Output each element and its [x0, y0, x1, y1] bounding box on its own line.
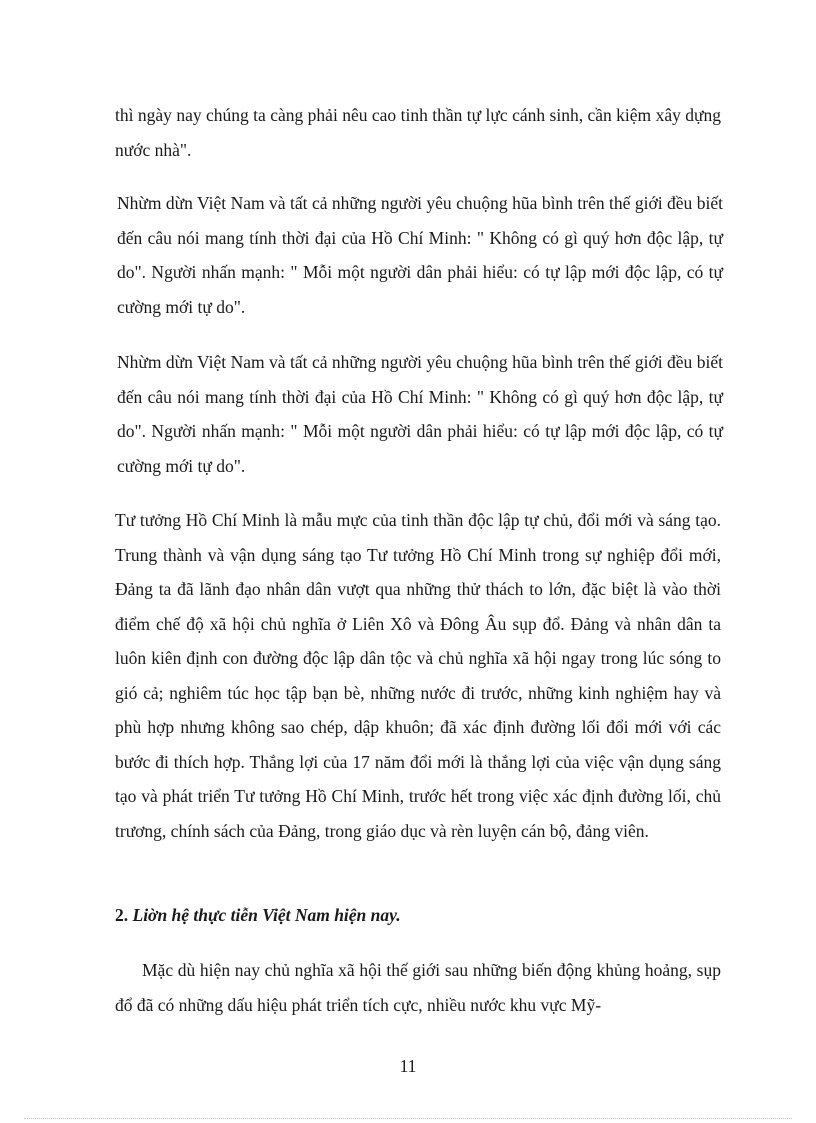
section-title: Liờn hệ thực tiễn Việt Nam hiện nay. [132, 905, 401, 925]
section-heading [115, 898, 401, 933]
section-number: 2. [115, 905, 129, 925]
page-number: 11 [399, 1056, 417, 1076]
page-bottom-border [24, 1118, 792, 1119]
paragraph-ho-chi-minh-thought: Tư tưởng Hồ Chí Minh là mẫu mực của tinh thần độc lập tự chủ, đổi mới và sáng tạo. Trung thành và vận dụng sáng tạo Tư tưởng Hồ Chí Minh trong sự nghiệp đổi mới, Đảng ta đã lãnh đạo nhân dân vượt qua những thử thách to lớn, đặc biệt là vào thời điểm chế độ xã hội chủ nghĩa ở Liên Xô và Đông Âu sụp đổ. Đảng và nhân dân ta luôn kiên định con đường độc lập dân tộc và chủ nghĩa xã hội ngay trong lúc sóng to gió cả; nghiêm túc học tập bạn bè, những nước đi trước, những kinh nghiệm hay và phù hợp nhưng không sao chép, dập khuôn; đã xác định đường lối đổi mới với các bước đi thích hợp. Thắng lợi của 17 năm đổi mới là thắng lợi của việc vận dụng sáng tạo và phát triển Tư tưởng Hồ Chí Minh, trước hết trong việc xác định đường lối, chủ trương, chính sách của Đảng, trong giáo dục và rèn luyện cán bộ, đảng viên. [115, 510, 721, 841]
paragraph-quote-1: Nhừm dừn Việt Nam và tất cả những người yêu chuộng hũa bình trên thế giới đều biết đến câu nói mang tính thời đại của Hồ Chí Minh: " Không có gì quý hơn độc lập, tự do". Người nhấn mạnh: " Mỗi một người dân phải hiểu: có tự lập mới độc lập, có tự cường mới tự do". [117, 193, 723, 317]
paragraph-quote-2: Nhừm dừn Việt Nam và tất cả những người yêu chuộng hũa bình trên thế giới đều biết đến câu nói mang tính thời đại của Hồ Chí Minh: " Không có gì quý hơn độc lập, tự do". Người nhấn mạnh: " Mỗi một người dân phải hiểu: có tự lập mới độc lập, có tự cường mới tự do". [117, 352, 723, 476]
paragraph-continuation: thì ngày nay chúng ta càng phải nêu cao tinh thần tự lực cánh sinh, cần kiệm xây dựng nước nhà". [115, 105, 721, 160]
paragraph-section-body: Mặc dù hiện nay chủ nghĩa xã hội thế giới sau những biến động khủng hoảng, sụp đổ đã có những dấu hiệu phát triển tích cực, nhiều nước khu vực Mỹ- [115, 960, 721, 1015]
